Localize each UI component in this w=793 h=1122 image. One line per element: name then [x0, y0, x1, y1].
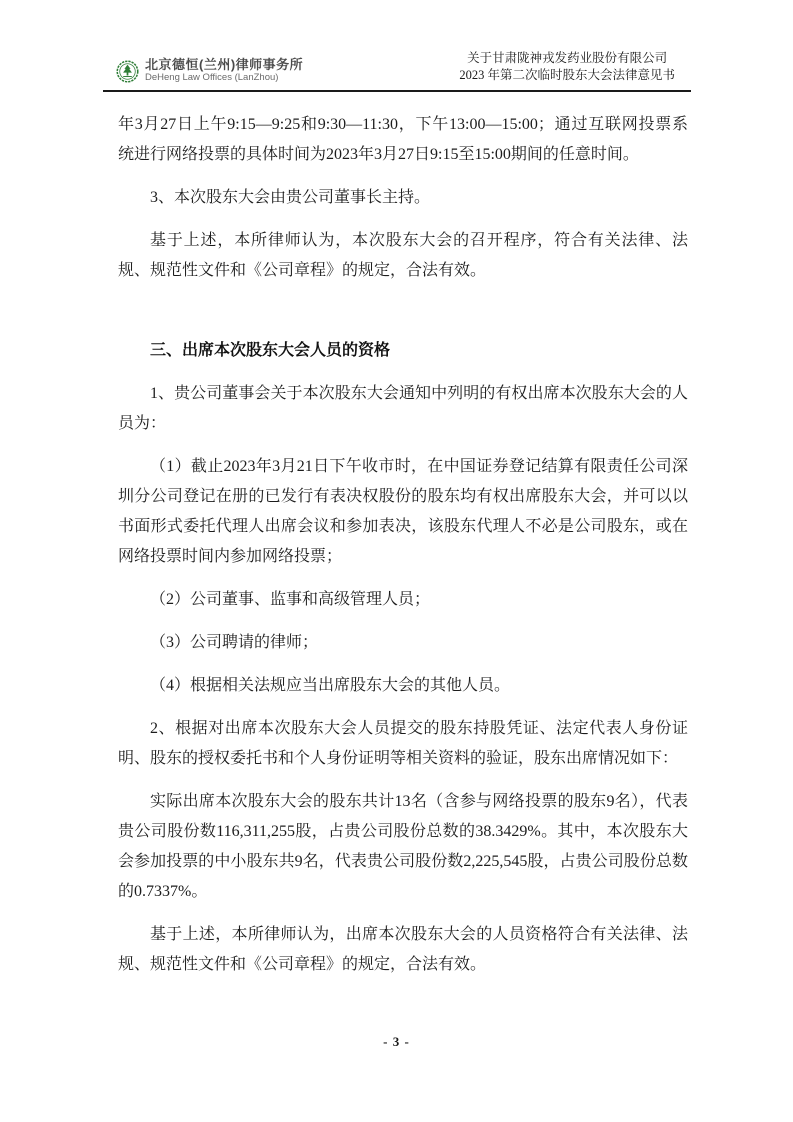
paragraph-item-1-shareholders: （1）截止2023年3月21日下午收市时，在中国证券登记结算有限责任公司深圳分公司登记在册的已发行有表决权股份的股东均有权出席股东大会，并可以以书面形式委托代理人出席会议和参加表决，该股东代理人不必是公司股东，或在网络投票时间内参加网络投票；	[118, 458, 688, 565]
firm-name-cn: 北京德恒(兰州)律师事务所	[145, 57, 304, 73]
firm-name-en: DeHeng Law Offices (LanZhou)	[145, 72, 279, 84]
page-header	[103, 50, 691, 92]
paragraph-item-2-directors: （2）公司董事、监事和高级管理人员；	[150, 591, 431, 608]
section-heading-attendee-qualification: 三、出席本次股东大会人员的资格	[150, 342, 391, 359]
page-number: - 3 -	[383, 1034, 410, 1049]
paragraph-item-4-others: （4）根据相关法规应当出席股东大会的其他人员。	[150, 677, 511, 694]
paragraph-convening-opinion: 基于上述，本所律师认为，本次股东大会的召开程序，符合有关法律、法规、规范性文件和《公司章程》的规定，合法有效。	[118, 232, 688, 279]
paragraph-verification: 2、根据对出席本次股东大会人员提交的股东持股凭证、法定代表人身份证明、股东的授权委托书和个人身份证明等相关资料的验证，股东出席情况如下：	[118, 720, 688, 767]
paragraph-attendance-statistics: 实际出席本次股东大会的股东共计13名（含参与网络投票的股东9名），代表贵公司股份数116,311,255股，占贵公司股份总数的38.3429%。其中，本次股东大会参加投票的中小股东共9名，代表贵公司股份数2,225,545股，占贵公司股份总数的0.7337%。	[118, 793, 688, 900]
paragraph-item-3-lawyers: （3）公司聘请的律师；	[150, 634, 319, 651]
paragraph-attendees-intro: 1、贵公司董事会关于本次股东大会通知中列明的有权出席本次股东大会的人员为：	[118, 385, 688, 432]
firm-name-block	[145, 58, 303, 84]
deheng-seal-icon	[116, 60, 139, 83]
document-title-line2: 2023 年第二次临时股东大会法律意见书	[459, 68, 675, 82]
document-body	[118, 110, 688, 993]
firm-logo	[103, 58, 303, 84]
paragraph-voting-time: 年3月27日上午9:15—9:25和9:30—11:30，下午13:00—15:00；通过互联网投票系统进行网络投票的具体时间为2023年3月27日9:15至15:00期间的任意时间。	[118, 116, 688, 163]
document-title-line1: 关于甘肃陇神戎发药业股份有限公司	[467, 51, 668, 65]
document-title	[459, 50, 691, 84]
paragraph-qualification-opinion: 基于上述，本所律师认为，出席本次股东大会的人员资格符合有关法律、法规、规范性文件和《公司章程》的规定，合法有效。	[118, 926, 688, 973]
paragraph-chairperson: 3、本次股东大会由贵公司董事长主持。	[150, 189, 431, 206]
